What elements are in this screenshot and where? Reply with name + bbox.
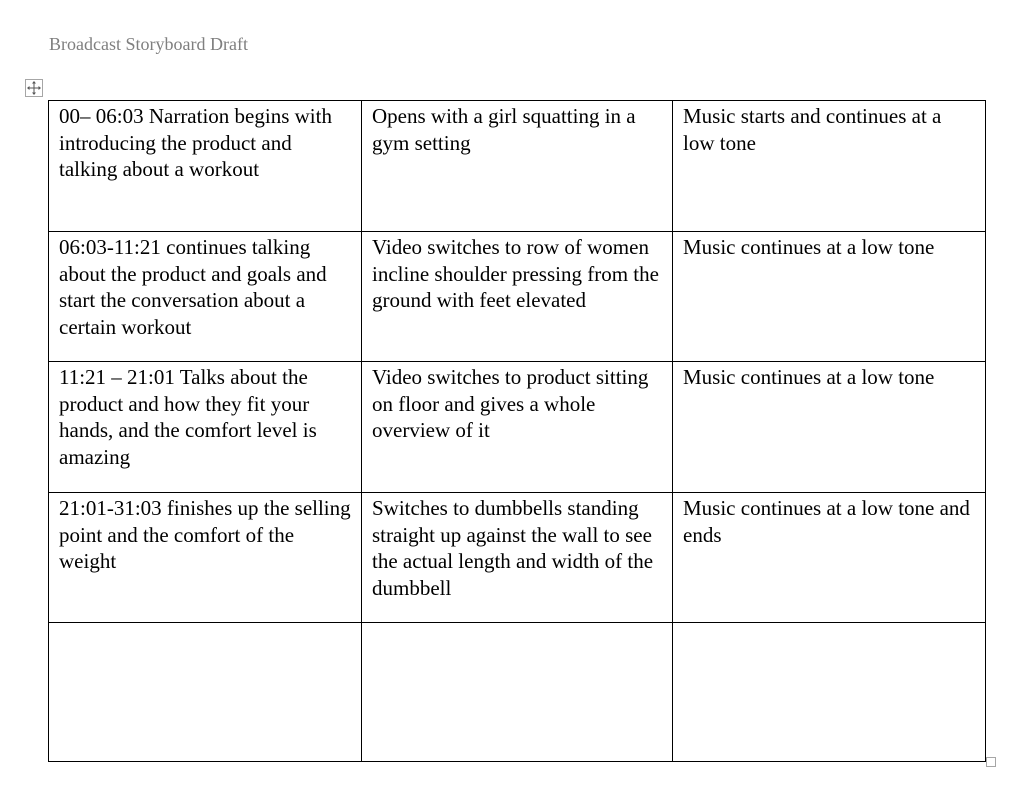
- narration-cell[interactable]: 21:01-31:03 finishes up the selling point and the comfort of the weight: [49, 493, 362, 623]
- audio-cell[interactable]: [673, 623, 986, 762]
- narration-cell[interactable]: 06:03-11:21 continues talking about the product and goals and start the conversation about a certain workout: [49, 232, 362, 362]
- video-cell[interactable]: Opens with a girl squatting in a gym setting: [362, 101, 673, 232]
- video-cell[interactable]: Video switches to product sitting on floor and gives a whole overview of it: [362, 362, 673, 493]
- table-row: [49, 362, 986, 493]
- table-row: [49, 623, 986, 762]
- narration-cell[interactable]: [49, 623, 362, 762]
- audio-cell[interactable]: Music continues at a low tone: [673, 232, 986, 362]
- four-way-arrow-icon: [26, 80, 42, 96]
- table-resize-handle-icon[interactable]: [986, 757, 996, 767]
- table-move-handle-icon[interactable]: [25, 79, 43, 97]
- audio-cell[interactable]: Music starts and continues at a low tone: [673, 101, 986, 232]
- audio-cell[interactable]: Music continues at a low tone and ends: [673, 493, 986, 623]
- table-row: [49, 232, 986, 362]
- document-header-title: Broadcast Storyboard Draft: [49, 34, 248, 54]
- video-cell[interactable]: [362, 623, 673, 762]
- narration-cell[interactable]: 00– 06:03 Narration begins with introducing the product and talking about a workout: [49, 101, 362, 232]
- storyboard-table: [48, 100, 986, 762]
- table-row: [49, 493, 986, 623]
- table-row: [49, 101, 986, 232]
- audio-cell[interactable]: Music continues at a low tone: [673, 362, 986, 493]
- narration-cell[interactable]: 11:21 – 21:01 Talks about the product and how they fit your hands, and the comfort level is amazing: [49, 362, 362, 493]
- video-cell[interactable]: Switches to dumbbells standing straight up against the wall to see the actual length and width of the dumbbell: [362, 493, 673, 623]
- video-cell[interactable]: Video switches to row of women incline shoulder pressing from the ground with feet elevated: [362, 232, 673, 362]
